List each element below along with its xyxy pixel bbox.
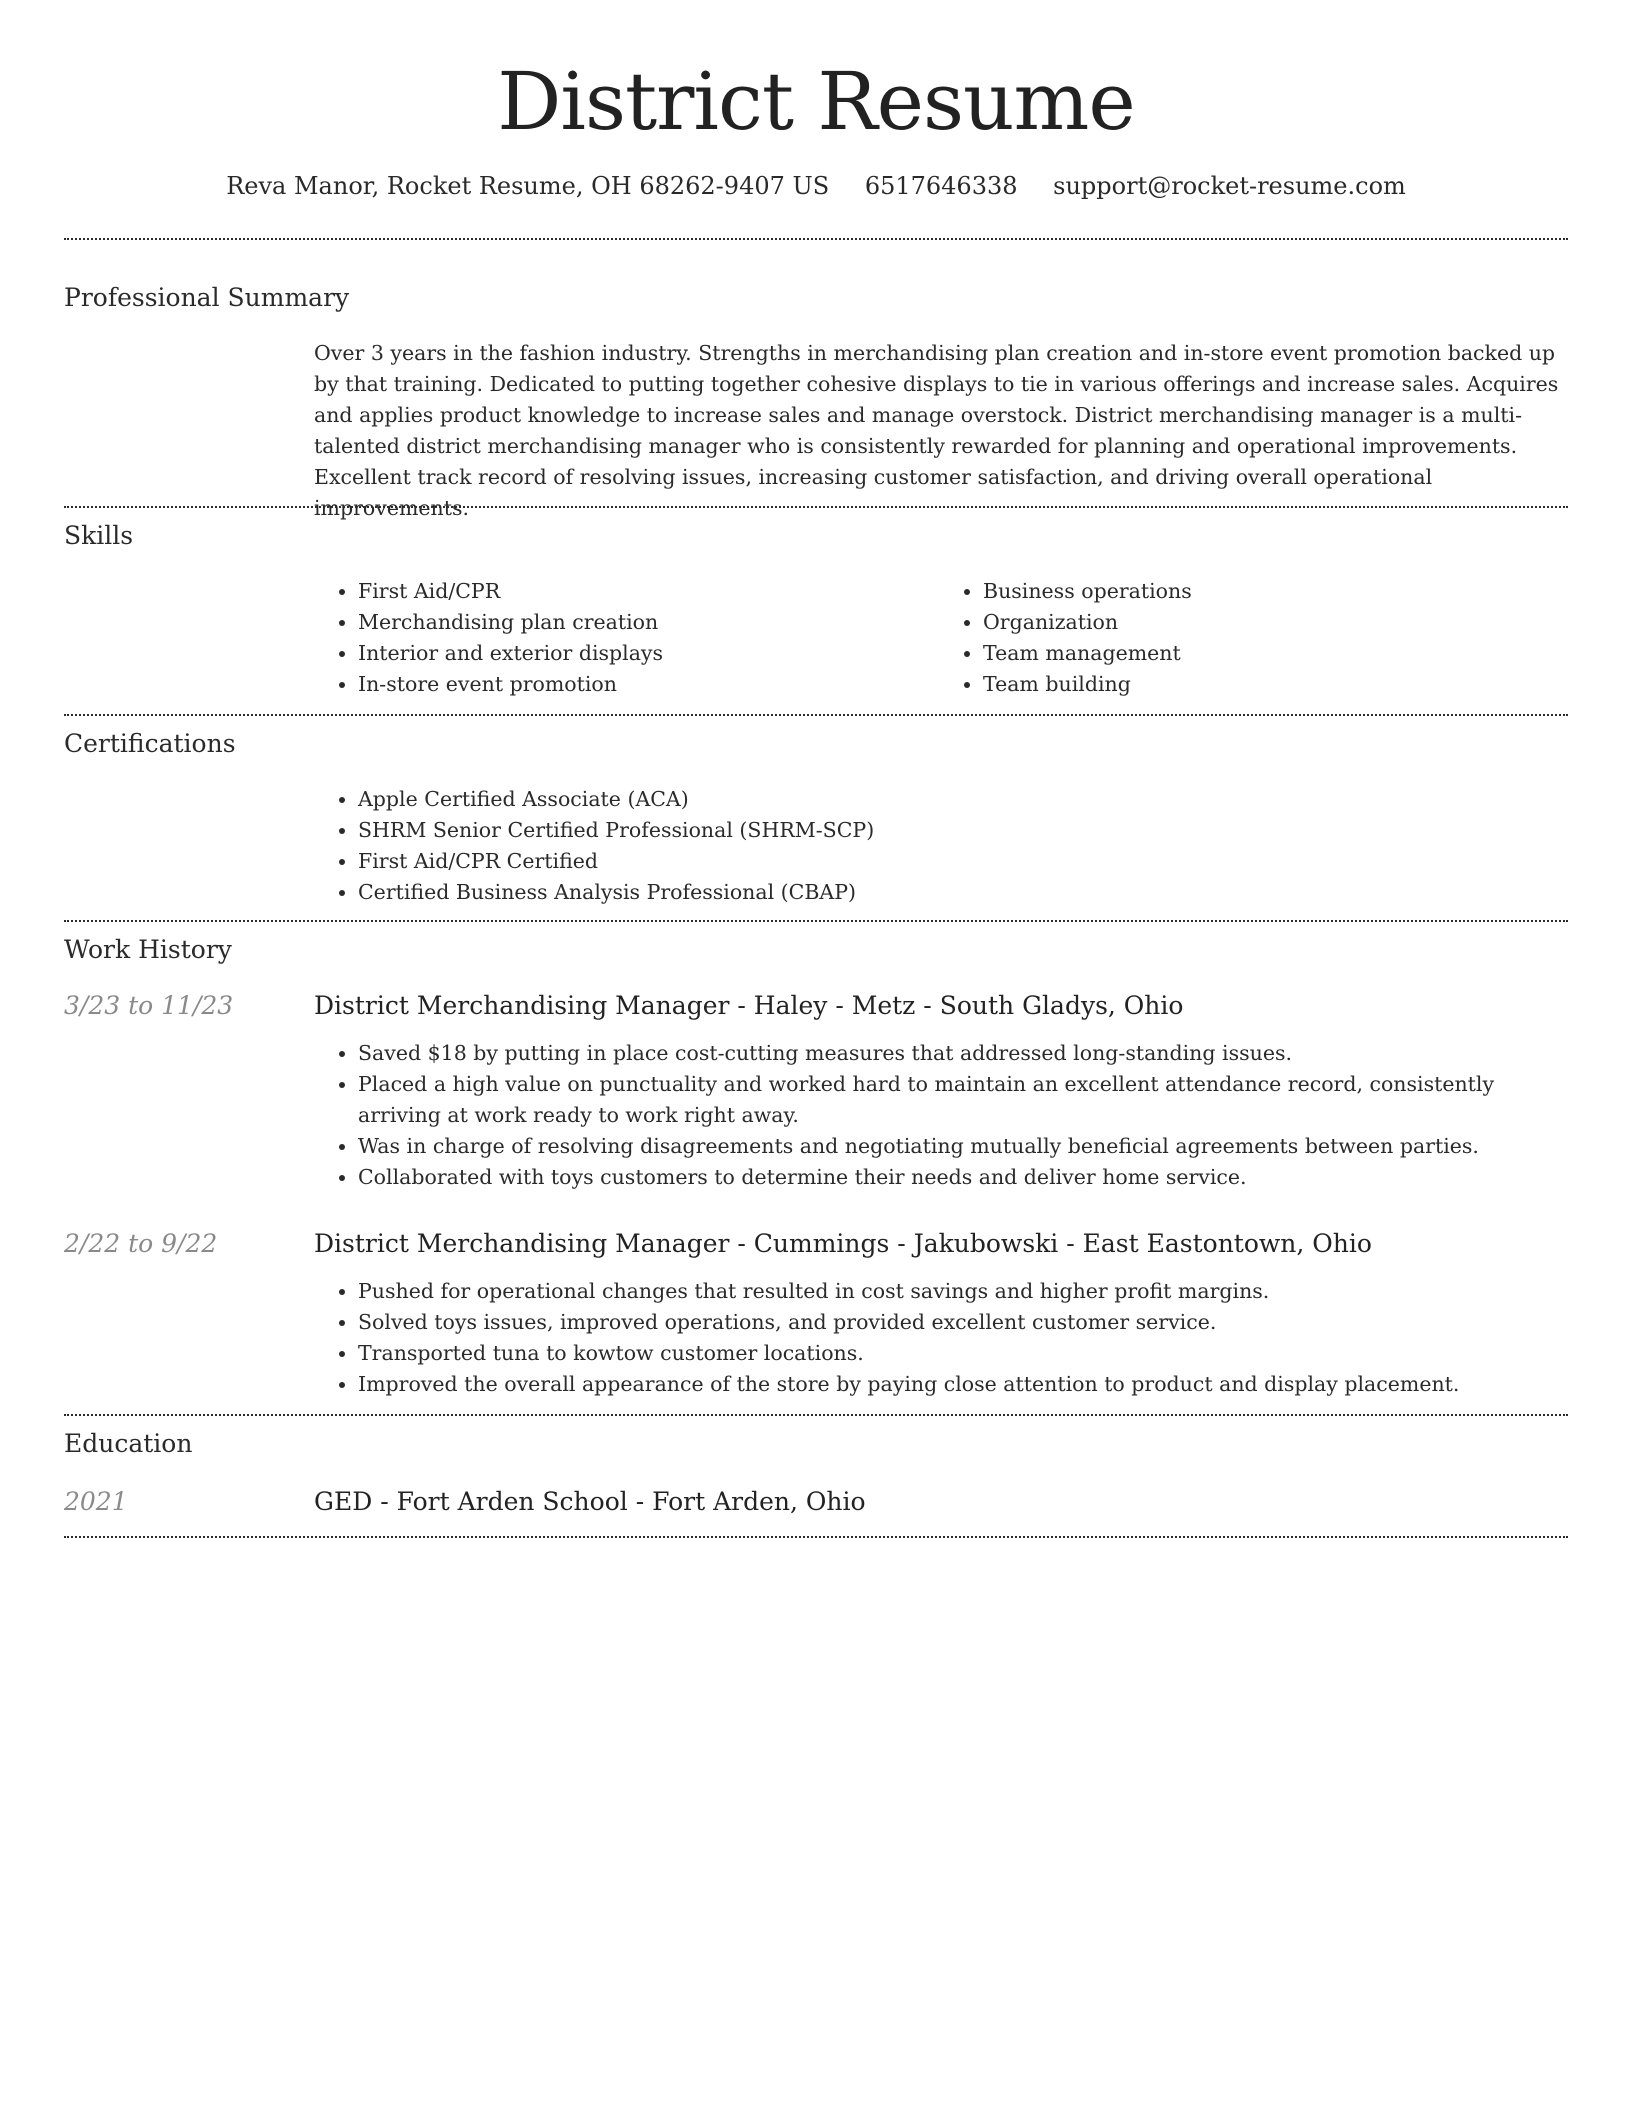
summary-heading: Professional Summary [64,283,350,312]
job-dates: 2/22 to 9/22 [64,1229,218,1258]
divider [64,238,1568,240]
skill-item: • First Aid/CPR [358,576,939,607]
job-bullets [314,1038,1564,1193]
job-dates: 3/23 to 11/23 [64,991,234,1020]
job-bullet: • Pushed for operational changes that resulted in cost savings and higher profit margins. [358,1276,1564,1307]
skills-column-left [314,576,939,700]
certifications-list [314,784,1564,908]
resume-header [64,0,1568,152]
certification-item: • First Aid/CPR Certified [358,846,1564,877]
skills-heading: Skills [64,521,134,550]
divider [64,920,1568,922]
skills-column-right [939,576,1564,700]
contact-phone: 6517646338 [864,172,1018,200]
job-bullet: • Saved $18 by putting in place cost-cutting measures that addressed long-standing issues. [358,1038,1564,1069]
skills-list [314,576,1564,700]
job-bullet: • Improved the overall appearance of the store by paying close attention to product and display placement. [358,1369,1564,1400]
contact-address: Reva Manor, Rocket Resume, OH 68262-9407 US [226,172,830,200]
job-bullet: • Solved toys issues, improved operations, and provided excellent customer service. [358,1307,1564,1338]
divider [64,506,1568,508]
skill-item: • Business operations [983,576,1564,607]
job-bullets [314,1276,1564,1400]
skill-item: • Merchandising plan creation [358,607,939,638]
certification-item: • Apple Certified Associate (ACA) [358,784,1564,815]
education-year: 2021 [64,1487,128,1516]
summary-section [314,338,1564,524]
skill-item: • Interior and exterior displays [358,638,939,669]
divider [64,1536,1568,1538]
certification-item: • Certified Business Analysis Professional (CBAP) [358,877,1564,908]
education-degree: GED - Fort Arden School - Fort Arden, Ohio [314,1487,866,1516]
job-bullet: • Was in charge of resolving disagreements and negotiating mutually beneficial agreements between parties. [358,1131,1564,1162]
job-title: District Merchandising Manager - Haley - Metz - South Gladys, Ohio [314,991,1184,1020]
job-bullet: • Transported tuna to kowtow customer locations. [358,1338,1564,1369]
education-heading: Education [64,1429,193,1458]
contact-email: support@rocket-resume.com [1053,172,1406,200]
candidate-name: District Resume [497,55,1135,148]
divider [64,714,1568,716]
job-bullet: • Collaborated with toys customers to determine their needs and deliver home service. [358,1162,1564,1193]
certification-item: • SHRM Senior Certified Professional (SHRM-SCP) [358,815,1564,846]
certifications-heading: Certifications [64,729,236,758]
skill-item: • Team building [983,669,1564,700]
contact-line [0,170,1632,202]
job-bullet: • Placed a high value on punctuality and worked hard to maintain an excellent attendance record, consistently arriving at work ready to work right away. [358,1069,1564,1131]
work-history-heading: Work History [64,935,232,964]
skill-item: • In-store event promotion [358,669,939,700]
divider [64,1414,1568,1416]
job-title: District Merchandising Manager - Cummings - Jakubowski - East Eastontown, Ohio [314,1229,1372,1258]
skill-item: • Team management [983,638,1564,669]
skill-item: • Organization [983,607,1564,638]
summary-text: Over 3 years in the fashion industry. Strengths in merchandising plan creation and in-store event promotion backed up by that training. Dedicated to putting together cohesive displays to tie in various offerings and increase sales. Acquires and applies product knowledge to increase sales and manage overstock. District merchandising manager is a multi-talented district merchandising manager who is consistently rewarded for planning and operational improvements. Excellent track record of resolving issues, increasing customer satisfaction, and driving overall operational improvements. [314,341,1559,520]
